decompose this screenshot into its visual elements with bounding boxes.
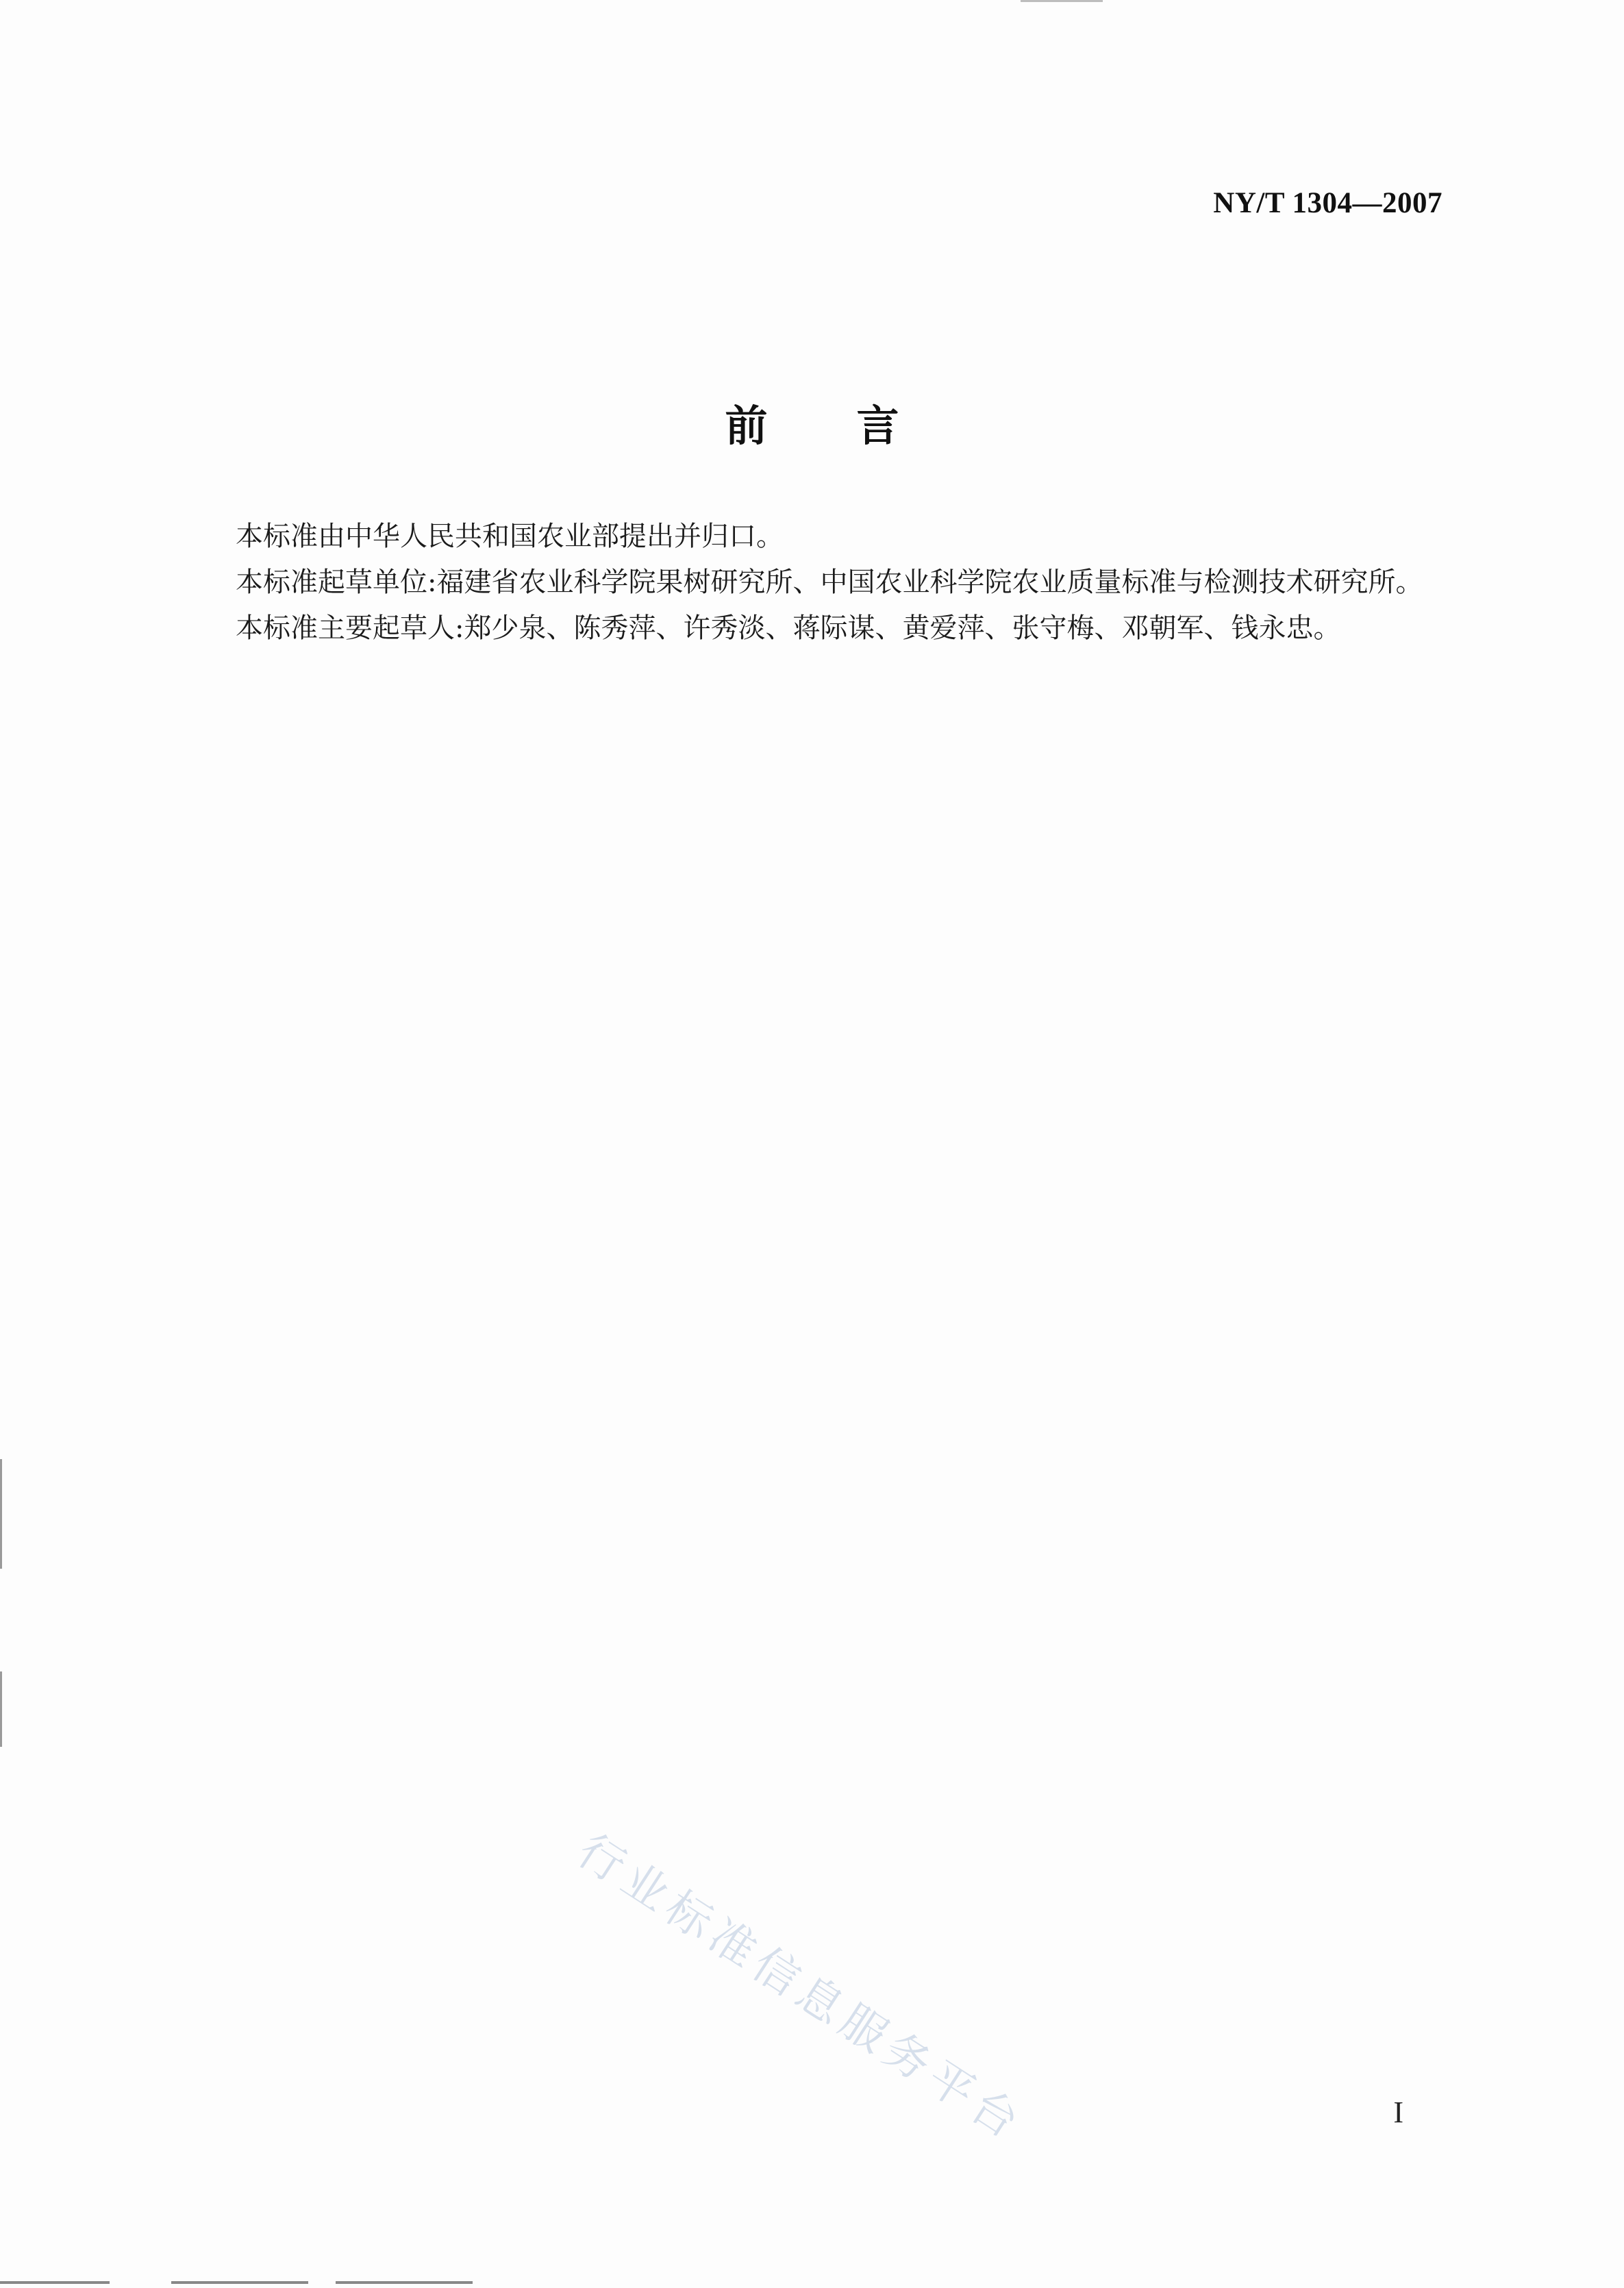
title-char-1: 前: [725, 401, 768, 451]
paragraph-drafters: 本标准主要起草人:郑少泉、陈秀萍、许秀淡、蒋际谋、黄爱萍、张守梅、邓朝军、钱永忠。: [236, 612, 1341, 644]
scan-artifact-bottom-3: [336, 2281, 473, 2284]
foreword-body: [164, 514, 1445, 651]
title-char-2: 言: [856, 401, 899, 451]
paragraph-proposer: 本标准由中华人民共和国农业部提出并归口。: [236, 521, 784, 552]
paragraph-drafting-units: 本标准起草单位:福建省农业科学院果树研究所、中国农业科学院农业质量标准与检测技术研究所。: [236, 567, 1423, 598]
page-number: I: [1393, 2096, 1403, 2129]
scan-artifact-bottom-2: [171, 2281, 308, 2284]
watermark: 行业标准信息服务平台: [568, 1824, 1034, 2152]
scan-artifact-top: [1021, 0, 1103, 2]
scan-artifact-bottom-1: [0, 2281, 110, 2284]
page-title: [0, 392, 1624, 453]
scan-artifact-left-2: [0, 1671, 2, 1747]
scan-artifact-left-1: [0, 1459, 2, 1569]
standard-number: NY/T 1304—2007: [1213, 187, 1442, 219]
